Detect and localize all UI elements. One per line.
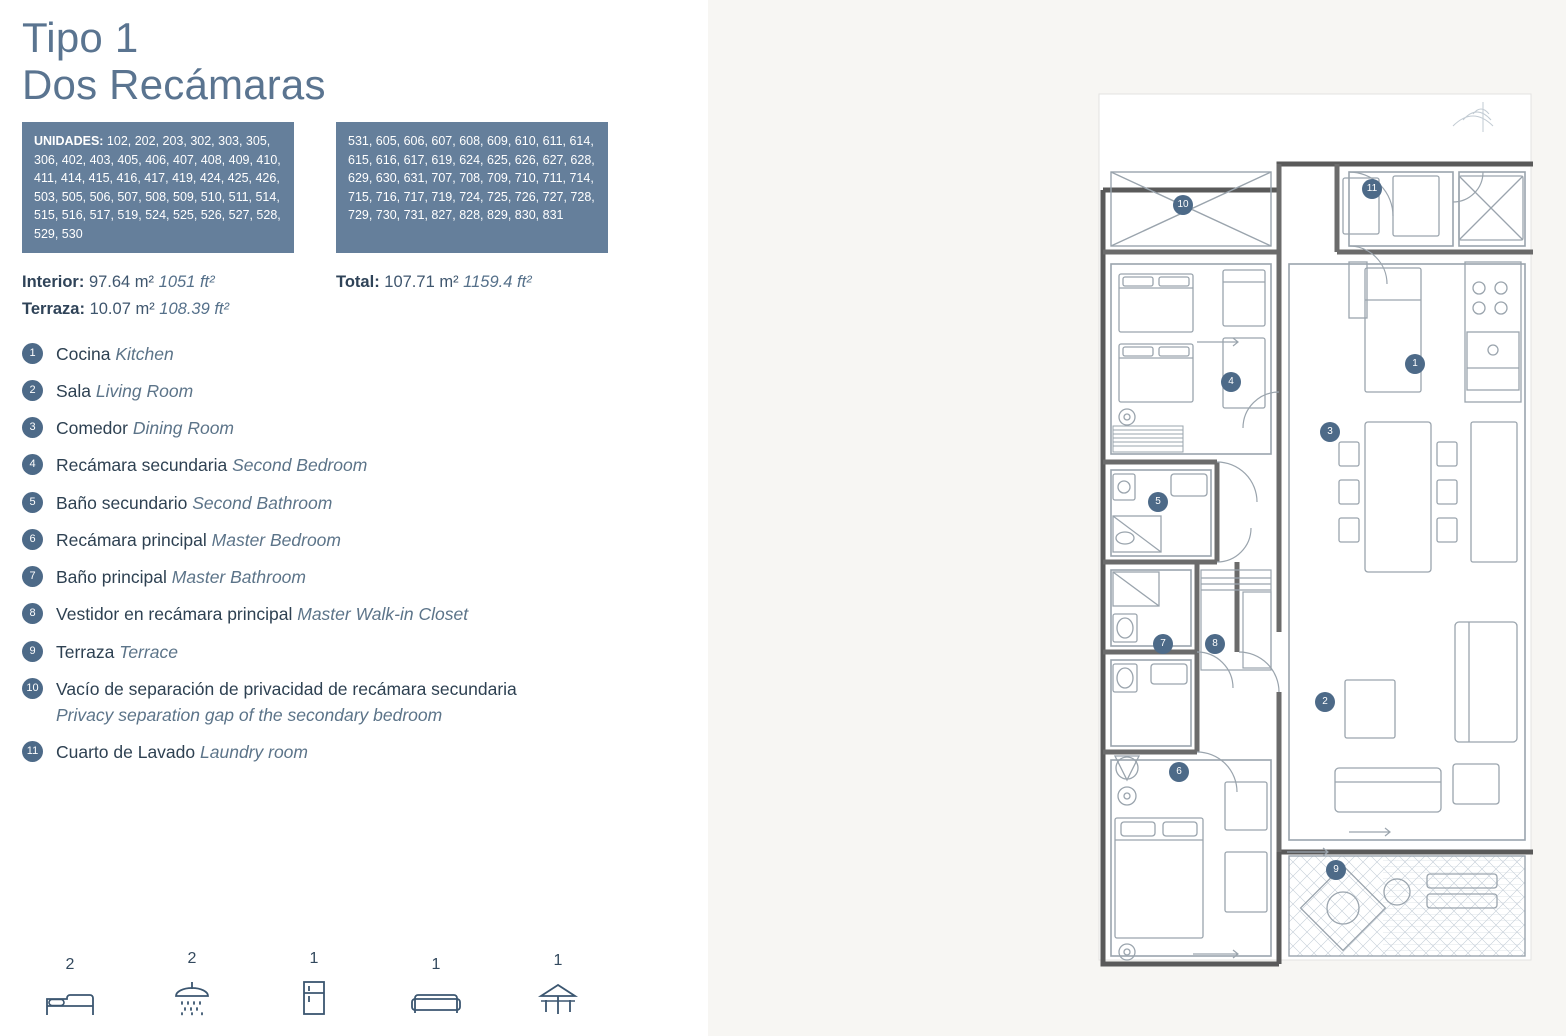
floorplan-svg — [1097, 92, 1533, 967]
legend-list — [22, 341, 684, 766]
amenity-bedrooms — [44, 956, 96, 1016]
title-line-2: Dos Recámaras — [22, 61, 326, 109]
legend-number: 2 — [22, 380, 43, 401]
area-terraza — [22, 296, 336, 323]
legend-label-es: Cocina — [56, 343, 111, 364]
legend-label-en: Laundry room — [200, 742, 308, 763]
legend-label-es: Recámara principal — [56, 529, 207, 550]
legend-label — [56, 564, 306, 590]
area-total-ft2: 1159.4 ft² — [463, 273, 532, 292]
page-title — [22, 14, 684, 108]
legend-label — [56, 639, 178, 665]
legend-item — [22, 676, 684, 729]
plan-marker-10: 10 — [1173, 195, 1193, 215]
title-line-1: Tipo 1 — [22, 14, 139, 61]
legend-item — [22, 527, 684, 553]
legend-label — [56, 739, 308, 765]
areas-column-right — [336, 269, 666, 322]
legend-label-en: Privacy separation gap of the secondary bedroom — [56, 705, 443, 725]
legend-label-en: Dining Room — [132, 418, 235, 438]
area-total-m2: 107.71 m² — [384, 273, 459, 292]
area-interior-label: Interior: — [22, 273, 85, 292]
legend-label-en: Kitchen — [115, 343, 174, 364]
amenity-bathrooms — [166, 950, 218, 1016]
legend-label-en: Second Bedroom — [232, 455, 368, 476]
legend-label-es: Comedor — [56, 418, 128, 438]
plan-marker-5: 5 — [1148, 492, 1168, 512]
amenity-count: 1 — [309, 950, 319, 967]
legend-label-en: Second Bathroom — [192, 492, 333, 513]
area-interior-ft2: 1051 ft² — [158, 273, 215, 292]
units-box-primary — [22, 122, 294, 253]
legend-number: 10 — [22, 678, 43, 699]
legend-item — [22, 564, 684, 590]
legend-number: 5 — [22, 492, 43, 513]
legend-label-es: Recámara secundaria — [56, 455, 228, 476]
legend-number: 6 — [22, 529, 43, 550]
area-terraza-ft2: 108.39 ft² — [159, 299, 230, 318]
amenity-count: 2 — [187, 950, 197, 967]
amenity-kitchen — [288, 950, 340, 1016]
units-list-b: 531, 605, 606, 607, 608, 609, 610, 611, 614, 615, 616, 617, 619, 624, 625, 626, 627, 628, 629, 630, 631, 707, 708, 709, 710, 711, 714, 715, 716, 717, 719, 724, 725, 726, 727, 728, 729, 730, 731, 827, 828, 829, 830, 831 — [348, 134, 595, 223]
area-terraza-label: Terraza: — [22, 299, 85, 318]
plan-marker-1: 1 — [1405, 354, 1425, 374]
legend-label-es: Baño secundario — [56, 492, 188, 513]
units-list-a: 102, 202, 203, 302, 303, 305, 306, 402, 403, 405, 406, 407, 408, 409, 410, 411, 414, 415, 416, 417, 419, 424, 425, 426, 503, 505, 506, 507, 508, 509, 510, 511, 514, 515, 516, 517, 519, 524, 525, 526, 527, 528, 529, 530 — [34, 134, 281, 241]
legend-label-es: Baño principal — [56, 567, 167, 587]
legend-number: 7 — [22, 566, 43, 587]
amenity-count: 1 — [431, 956, 441, 973]
legend-label-en: Master Bathroom — [171, 567, 306, 587]
plan-marker-6: 6 — [1169, 762, 1189, 782]
plan-marker-9: 9 — [1326, 860, 1346, 880]
bed-icon — [44, 986, 96, 1016]
legend-label-en: Terrace — [119, 641, 178, 662]
plan-marker-4: 4 — [1221, 372, 1241, 392]
legend-label — [56, 527, 341, 553]
legend-item — [22, 378, 684, 404]
legend-label-en: Master Walk-in Closet — [297, 604, 469, 625]
legend-item — [22, 601, 684, 627]
legend-label — [56, 341, 174, 367]
amenity-count: 2 — [65, 956, 75, 973]
legend-item — [22, 639, 684, 665]
legend-item — [22, 739, 684, 765]
amenity-count: 1 — [553, 952, 563, 969]
legend-label — [56, 415, 234, 441]
legend-label-en: Master Bedroom — [211, 529, 341, 550]
info-panel — [0, 0, 708, 1036]
plan-marker-7: 7 — [1153, 634, 1173, 654]
legend-label-en: Living Room — [95, 380, 194, 401]
plan-marker-11: 11 — [1362, 179, 1382, 199]
legend-number: 8 — [22, 603, 43, 624]
legend-number: 3 — [22, 417, 43, 438]
legend-number: 11 — [22, 741, 43, 762]
plan-marker-8: 8 — [1205, 634, 1225, 654]
legend-label-es: Terraza — [56, 641, 115, 662]
legend-label-es: Sala — [56, 380, 92, 401]
amenity-living — [410, 956, 462, 1016]
legend-number: 1 — [22, 343, 43, 364]
legend-number: 4 — [22, 454, 43, 475]
legend-item — [22, 452, 684, 478]
area-interior-m2: 97.64 m² — [88, 273, 155, 292]
legend-label-es: Cuarto de Lavado — [56, 742, 196, 763]
plan-marker-2: 2 — [1315, 692, 1335, 712]
units-label: UNIDADES: — [34, 134, 104, 149]
floorplan-drawing — [1097, 92, 1533, 967]
legend-label — [56, 452, 367, 478]
area-total — [336, 269, 666, 296]
plan-marker-3: 3 — [1320, 422, 1340, 442]
units-box-secondary — [336, 122, 608, 253]
amenity-terrace — [532, 952, 584, 1016]
legend-item — [22, 341, 684, 367]
area-total-label: Total: — [336, 273, 380, 292]
terrace-icon — [535, 982, 581, 1016]
legend-label — [56, 378, 193, 404]
legend-label — [56, 490, 332, 516]
floorplan-panel — [708, 0, 1566, 1036]
legend-label-es: Vacío de separación de privacidad de recámara secundaria — [56, 678, 517, 699]
legend-number: 9 — [22, 641, 43, 662]
area-interior — [22, 269, 336, 296]
shower-icon — [169, 980, 215, 1016]
legend-label-es: Vestidor en recámara principal — [56, 604, 293, 625]
legend-item — [22, 490, 684, 516]
areas-section — [22, 269, 684, 322]
legend-item — [22, 415, 684, 441]
legend-label — [56, 676, 517, 729]
legend-label — [56, 601, 468, 627]
areas-column-left — [22, 269, 336, 322]
refrigerator-icon — [297, 980, 331, 1016]
units-section — [22, 122, 684, 253]
amenity-icon-strip — [44, 950, 584, 1016]
sofa-icon — [410, 986, 462, 1016]
area-terraza-m2: 10.07 m² — [89, 299, 155, 318]
